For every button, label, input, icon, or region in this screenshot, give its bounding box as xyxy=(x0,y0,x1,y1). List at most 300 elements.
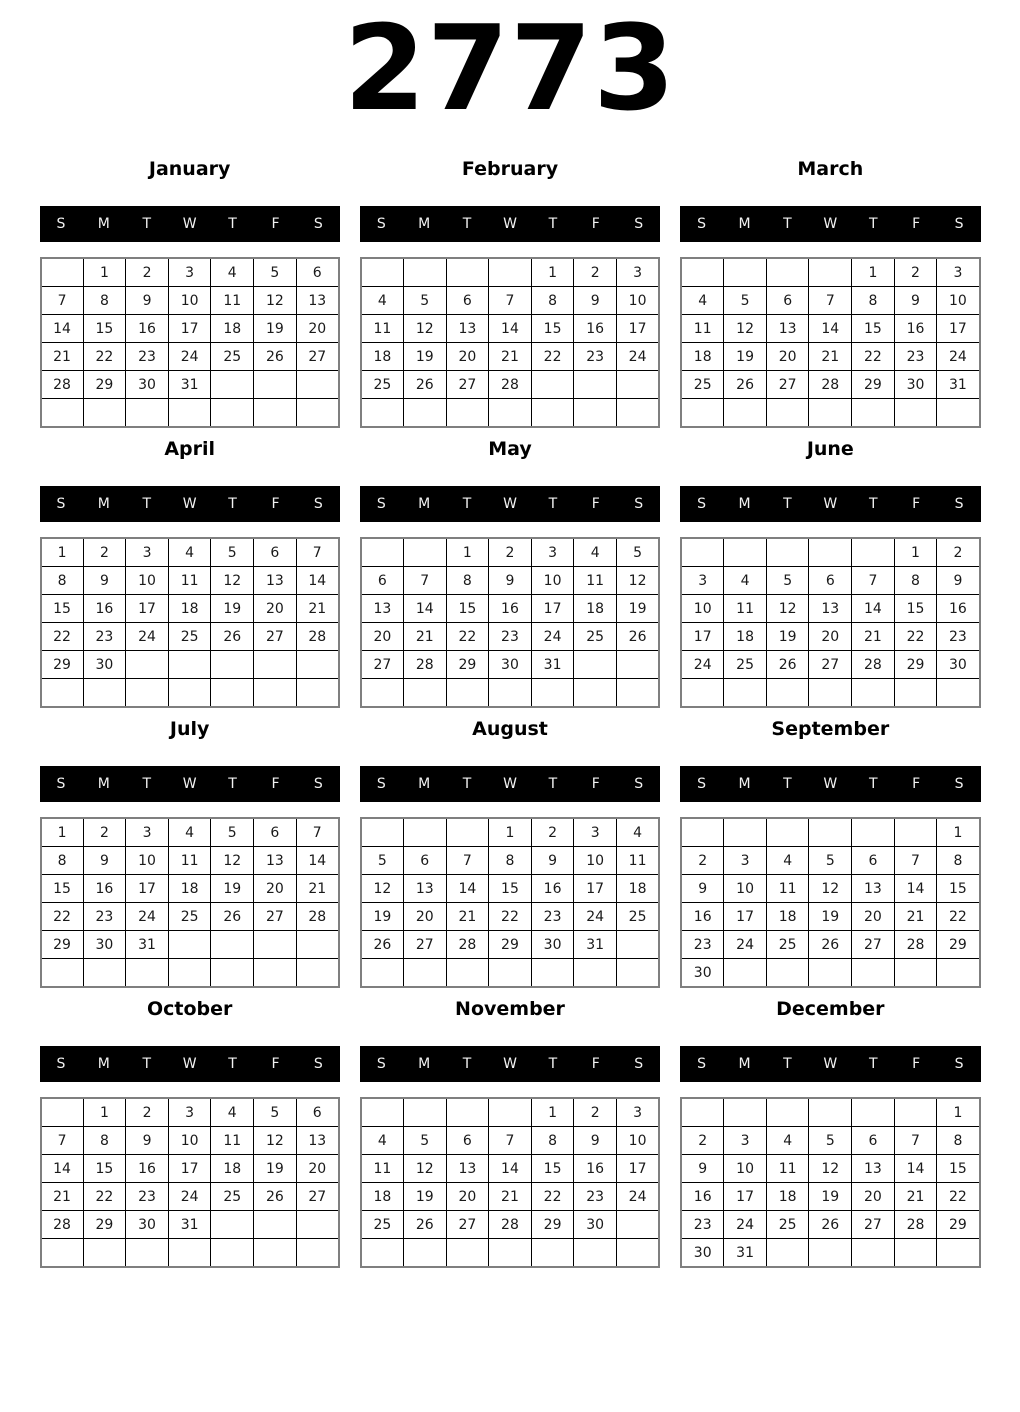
empty-day-cell xyxy=(852,959,895,988)
day-cell: 30 xyxy=(531,931,574,959)
day-cell: 15 xyxy=(937,875,980,903)
week-row xyxy=(681,875,979,903)
day-cell: 1 xyxy=(446,538,489,567)
day-cell: 26 xyxy=(211,623,254,651)
week-row xyxy=(681,595,979,623)
empty-day-cell xyxy=(809,959,852,988)
day-cell: 20 xyxy=(852,903,895,931)
day-cell: 29 xyxy=(531,1211,574,1239)
weekday-label: T xyxy=(783,776,792,793)
day-cell: 30 xyxy=(937,651,980,679)
day-cell: 20 xyxy=(809,623,852,651)
empty-day-cell xyxy=(489,258,532,287)
weekday-label: S xyxy=(56,776,66,793)
day-cell: 15 xyxy=(41,875,84,903)
weekday-label: F xyxy=(912,776,921,793)
week-row xyxy=(41,567,339,595)
day-cell: 10 xyxy=(126,847,169,875)
month-october xyxy=(40,998,340,1268)
week-row xyxy=(41,1183,339,1211)
day-cell: 18 xyxy=(681,343,724,371)
day-cell: 25 xyxy=(168,623,211,651)
day-cell: 23 xyxy=(126,343,169,371)
day-cell: 13 xyxy=(296,1127,339,1155)
week-row xyxy=(361,371,659,399)
empty-day-cell xyxy=(254,399,297,428)
empty-day-cell xyxy=(852,1098,895,1127)
day-cell: 21 xyxy=(894,1183,937,1211)
empty-day-cell xyxy=(616,959,659,988)
week-row xyxy=(41,875,339,903)
week-row xyxy=(361,959,659,988)
day-cell: 3 xyxy=(531,538,574,567)
day-cell: 11 xyxy=(766,875,809,903)
week-row xyxy=(681,903,979,931)
week-row xyxy=(681,847,979,875)
week-row xyxy=(361,567,659,595)
day-cell: 24 xyxy=(937,343,980,371)
day-cell: 22 xyxy=(937,1183,980,1211)
day-cell: 16 xyxy=(937,595,980,623)
week-row xyxy=(361,1155,659,1183)
day-cell: 24 xyxy=(168,343,211,371)
day-cell: 25 xyxy=(681,371,724,399)
empty-day-cell xyxy=(574,399,617,428)
weekday-label: S xyxy=(954,776,964,793)
weekday-header xyxy=(40,206,340,242)
empty-day-cell xyxy=(361,258,404,287)
day-cell: 22 xyxy=(446,623,489,651)
empty-day-cell xyxy=(403,959,446,988)
month-title-october: October xyxy=(146,998,233,1021)
empty-day-cell xyxy=(126,1239,169,1268)
day-cell: 11 xyxy=(766,1155,809,1183)
day-cell: 6 xyxy=(446,287,489,315)
day-cell: 18 xyxy=(361,343,404,371)
empty-day-cell xyxy=(83,399,126,428)
day-cell: 6 xyxy=(446,1127,489,1155)
day-cell: 14 xyxy=(296,847,339,875)
month-title-april: April xyxy=(164,438,216,461)
day-cell: 5 xyxy=(254,258,297,287)
day-cell: 4 xyxy=(724,567,767,595)
day-cell: 2 xyxy=(937,538,980,567)
week-row xyxy=(41,258,339,287)
day-cell: 29 xyxy=(41,931,84,959)
empty-day-cell xyxy=(489,959,532,988)
empty-day-cell xyxy=(254,1211,297,1239)
weekday-label: T xyxy=(462,216,472,233)
day-cell: 19 xyxy=(809,1183,852,1211)
day-cell: 2 xyxy=(126,1098,169,1127)
weekday-header xyxy=(680,486,980,522)
empty-day-cell xyxy=(894,1239,937,1268)
day-cell: 21 xyxy=(446,903,489,931)
day-cell: 23 xyxy=(937,623,980,651)
week-row xyxy=(681,959,979,988)
day-cell: 7 xyxy=(852,567,895,595)
empty-day-cell xyxy=(724,818,767,847)
empty-day-cell xyxy=(681,818,724,847)
weekday-label: T xyxy=(868,1056,878,1073)
day-cell: 21 xyxy=(296,595,339,623)
empty-day-cell xyxy=(446,399,489,428)
empty-day-cell xyxy=(41,399,84,428)
day-cell: 26 xyxy=(809,931,852,959)
empty-day-cell xyxy=(531,371,574,399)
weekday-label: W xyxy=(823,1056,838,1073)
empty-day-cell xyxy=(574,959,617,988)
empty-day-cell xyxy=(724,959,767,988)
week-row xyxy=(361,399,659,428)
day-cell: 4 xyxy=(681,287,724,315)
empty-day-cell xyxy=(126,399,169,428)
month-december xyxy=(680,998,980,1268)
day-cell: 3 xyxy=(616,258,659,287)
day-cell: 1 xyxy=(531,258,574,287)
week-row xyxy=(41,399,339,428)
day-cell: 21 xyxy=(489,343,532,371)
day-cell: 27 xyxy=(254,903,297,931)
day-cell: 30 xyxy=(126,371,169,399)
day-cell: 27 xyxy=(809,651,852,679)
day-cell: 22 xyxy=(83,343,126,371)
weekday-label: F xyxy=(271,216,280,233)
weekday-label: T xyxy=(868,776,878,793)
day-cell: 13 xyxy=(296,287,339,315)
week-row xyxy=(681,258,979,287)
empty-day-cell xyxy=(531,959,574,988)
week-row xyxy=(681,818,979,847)
week-row xyxy=(681,1211,979,1239)
week-row xyxy=(361,538,659,567)
day-cell: 20 xyxy=(446,343,489,371)
weekday-label: S xyxy=(634,496,644,513)
week-row xyxy=(41,651,339,679)
empty-day-cell xyxy=(766,1098,809,1127)
empty-day-cell xyxy=(937,959,980,988)
empty-day-cell xyxy=(211,959,254,988)
empty-day-cell xyxy=(296,931,339,959)
day-cell: 8 xyxy=(937,847,980,875)
empty-day-cell xyxy=(361,959,404,988)
day-cell: 9 xyxy=(489,567,532,595)
empty-day-cell xyxy=(616,931,659,959)
weekday-label: S xyxy=(376,1056,386,1073)
weekday-label: W xyxy=(823,776,838,793)
day-cell: 6 xyxy=(296,258,339,287)
day-cell: 1 xyxy=(531,1098,574,1127)
day-cell: 3 xyxy=(681,567,724,595)
weekday-label: T xyxy=(228,496,237,513)
day-cell: 8 xyxy=(531,287,574,315)
week-row xyxy=(361,1183,659,1211)
week-row xyxy=(361,818,659,847)
day-cell: 15 xyxy=(83,1155,126,1183)
week-row xyxy=(361,875,659,903)
empty-day-cell xyxy=(254,931,297,959)
day-cell: 25 xyxy=(766,1211,809,1239)
day-cell: 10 xyxy=(126,567,169,595)
day-cell: 6 xyxy=(361,567,404,595)
month-table xyxy=(360,257,660,428)
day-cell: 17 xyxy=(574,875,617,903)
empty-day-cell xyxy=(403,258,446,287)
day-cell: 11 xyxy=(361,1155,404,1183)
empty-day-cell xyxy=(616,371,659,399)
empty-day-cell xyxy=(41,679,84,708)
day-cell: 5 xyxy=(403,287,446,315)
day-cell: 26 xyxy=(361,931,404,959)
day-cell: 13 xyxy=(446,1155,489,1183)
day-cell: 7 xyxy=(894,1127,937,1155)
day-cell: 15 xyxy=(83,315,126,343)
empty-day-cell xyxy=(809,538,852,567)
empty-day-cell xyxy=(852,538,895,567)
weekday-label: W xyxy=(503,216,517,233)
empty-day-cell xyxy=(403,679,446,708)
day-cell: 7 xyxy=(296,538,339,567)
day-cell: 22 xyxy=(489,903,532,931)
weekday-label: S xyxy=(634,776,644,793)
day-cell: 30 xyxy=(894,371,937,399)
day-cell: 7 xyxy=(809,287,852,315)
weekday-label: F xyxy=(271,1056,280,1073)
day-cell: 18 xyxy=(766,1183,809,1211)
day-cell: 7 xyxy=(894,847,937,875)
empty-day-cell xyxy=(937,679,980,708)
day-cell: 12 xyxy=(254,1127,297,1155)
empty-day-cell xyxy=(894,1098,937,1127)
day-cell: 1 xyxy=(937,818,980,847)
month-table xyxy=(40,817,340,988)
day-cell: 1 xyxy=(489,818,532,847)
empty-day-cell xyxy=(852,818,895,847)
day-cell: 17 xyxy=(937,315,980,343)
weekday-label: W xyxy=(503,1056,517,1073)
month-title-june: June xyxy=(806,438,854,461)
day-cell: 11 xyxy=(168,567,211,595)
day-cell: 17 xyxy=(724,1183,767,1211)
week-row xyxy=(681,371,979,399)
day-cell: 4 xyxy=(766,847,809,875)
empty-day-cell xyxy=(616,399,659,428)
day-cell: 30 xyxy=(83,651,126,679)
year-title: 2773 xyxy=(343,0,677,137)
empty-day-cell xyxy=(254,679,297,708)
month-may xyxy=(360,438,660,708)
day-cell: 24 xyxy=(616,343,659,371)
empty-day-cell xyxy=(403,1239,446,1268)
day-cell: 12 xyxy=(211,847,254,875)
empty-day-cell xyxy=(681,679,724,708)
weekday-label: W xyxy=(182,776,197,793)
week-row xyxy=(41,959,339,988)
day-cell: 5 xyxy=(809,1127,852,1155)
weekday-label: F xyxy=(591,776,600,793)
empty-day-cell xyxy=(489,399,532,428)
month-title-september: September xyxy=(771,718,890,741)
empty-day-cell xyxy=(681,538,724,567)
empty-day-cell xyxy=(894,399,937,428)
week-row xyxy=(681,931,979,959)
empty-day-cell xyxy=(361,679,404,708)
day-cell: 18 xyxy=(211,1155,254,1183)
day-cell: 15 xyxy=(531,315,574,343)
weekday-label: M xyxy=(738,776,751,793)
empty-day-cell xyxy=(766,538,809,567)
month-march xyxy=(680,158,980,428)
day-cell: 13 xyxy=(852,875,895,903)
empty-day-cell xyxy=(766,679,809,708)
day-cell: 9 xyxy=(83,567,126,595)
week-row xyxy=(681,1127,979,1155)
week-row xyxy=(41,679,339,708)
day-cell: 2 xyxy=(681,1127,724,1155)
day-cell: 8 xyxy=(83,287,126,315)
day-cell: 28 xyxy=(489,1211,532,1239)
empty-day-cell xyxy=(296,679,339,708)
weekday-label: F xyxy=(912,1056,921,1073)
empty-day-cell xyxy=(254,1239,297,1268)
day-cell: 13 xyxy=(809,595,852,623)
day-cell: 12 xyxy=(809,1155,852,1183)
day-cell: 7 xyxy=(489,287,532,315)
day-cell: 8 xyxy=(531,1127,574,1155)
month-june xyxy=(680,438,980,708)
weekday-label: S xyxy=(56,216,66,233)
day-cell: 25 xyxy=(168,903,211,931)
day-cell: 24 xyxy=(531,623,574,651)
day-cell: 31 xyxy=(168,371,211,399)
day-cell: 23 xyxy=(894,343,937,371)
empty-day-cell xyxy=(574,1239,617,1268)
day-cell: 8 xyxy=(41,567,84,595)
day-cell: 26 xyxy=(211,903,254,931)
week-row xyxy=(41,1211,339,1239)
empty-day-cell xyxy=(937,399,980,428)
empty-day-cell xyxy=(296,651,339,679)
week-row xyxy=(41,1239,339,1268)
day-cell: 24 xyxy=(574,903,617,931)
weekday-label: T xyxy=(142,216,152,233)
weekday-label: W xyxy=(823,216,838,233)
day-cell: 5 xyxy=(254,1098,297,1127)
empty-day-cell xyxy=(403,399,446,428)
empty-day-cell xyxy=(446,1239,489,1268)
week-row xyxy=(681,651,979,679)
weekday-label: S xyxy=(697,776,707,793)
day-cell: 17 xyxy=(681,623,724,651)
month-april xyxy=(40,438,340,708)
month-table xyxy=(40,257,340,428)
weekday-label: S xyxy=(697,216,707,233)
week-row xyxy=(41,623,339,651)
day-cell: 25 xyxy=(211,1183,254,1211)
empty-day-cell xyxy=(126,651,169,679)
empty-day-cell xyxy=(296,399,339,428)
day-cell: 24 xyxy=(126,903,169,931)
day-cell: 10 xyxy=(724,1155,767,1183)
day-cell: 26 xyxy=(809,1211,852,1239)
day-cell: 26 xyxy=(616,623,659,651)
day-cell: 21 xyxy=(489,1183,532,1211)
day-cell: 14 xyxy=(403,595,446,623)
day-cell: 23 xyxy=(574,343,617,371)
day-cell: 2 xyxy=(681,847,724,875)
day-cell: 25 xyxy=(574,623,617,651)
day-cell: 6 xyxy=(254,818,297,847)
day-cell: 2 xyxy=(574,258,617,287)
day-cell: 26 xyxy=(766,651,809,679)
weekday-label: M xyxy=(97,496,110,513)
day-cell: 27 xyxy=(361,651,404,679)
weekday-label: S xyxy=(313,776,323,793)
day-cell: 15 xyxy=(937,1155,980,1183)
day-cell: 12 xyxy=(724,315,767,343)
empty-day-cell xyxy=(361,1239,404,1268)
day-cell: 4 xyxy=(361,287,404,315)
week-row xyxy=(361,1211,659,1239)
day-cell: 3 xyxy=(574,818,617,847)
day-cell: 20 xyxy=(254,875,297,903)
weekday-label: T xyxy=(783,1056,792,1073)
day-cell: 25 xyxy=(724,651,767,679)
weekday-label: M xyxy=(738,496,751,513)
day-cell: 22 xyxy=(83,1183,126,1211)
week-row xyxy=(361,847,659,875)
day-cell: 16 xyxy=(126,315,169,343)
empty-day-cell xyxy=(168,1239,211,1268)
week-row xyxy=(361,258,659,287)
day-cell: 5 xyxy=(616,538,659,567)
week-row xyxy=(41,847,339,875)
day-cell: 29 xyxy=(83,1211,126,1239)
weekday-header xyxy=(360,486,660,522)
empty-day-cell xyxy=(894,818,937,847)
day-cell: 6 xyxy=(852,847,895,875)
week-row xyxy=(41,343,339,371)
month-title-july: July xyxy=(169,718,210,741)
week-row xyxy=(41,595,339,623)
day-cell: 2 xyxy=(894,258,937,287)
week-row xyxy=(681,679,979,708)
empty-day-cell xyxy=(681,399,724,428)
day-cell: 14 xyxy=(894,875,937,903)
day-cell: 31 xyxy=(724,1239,767,1268)
empty-day-cell xyxy=(531,1239,574,1268)
empty-day-cell xyxy=(83,959,126,988)
week-row xyxy=(681,567,979,595)
month-table xyxy=(680,537,980,708)
day-cell: 3 xyxy=(126,818,169,847)
day-cell: 20 xyxy=(296,315,339,343)
day-cell: 27 xyxy=(296,343,339,371)
day-cell: 4 xyxy=(168,538,211,567)
empty-day-cell xyxy=(616,651,659,679)
month-table xyxy=(360,537,660,708)
day-cell: 13 xyxy=(766,315,809,343)
week-row xyxy=(361,595,659,623)
day-cell: 9 xyxy=(83,847,126,875)
day-cell: 1 xyxy=(41,818,84,847)
day-cell: 26 xyxy=(724,371,767,399)
month-title-march: March xyxy=(797,158,864,181)
day-cell: 4 xyxy=(168,818,211,847)
day-cell: 10 xyxy=(574,847,617,875)
week-row xyxy=(681,623,979,651)
day-cell: 8 xyxy=(852,287,895,315)
